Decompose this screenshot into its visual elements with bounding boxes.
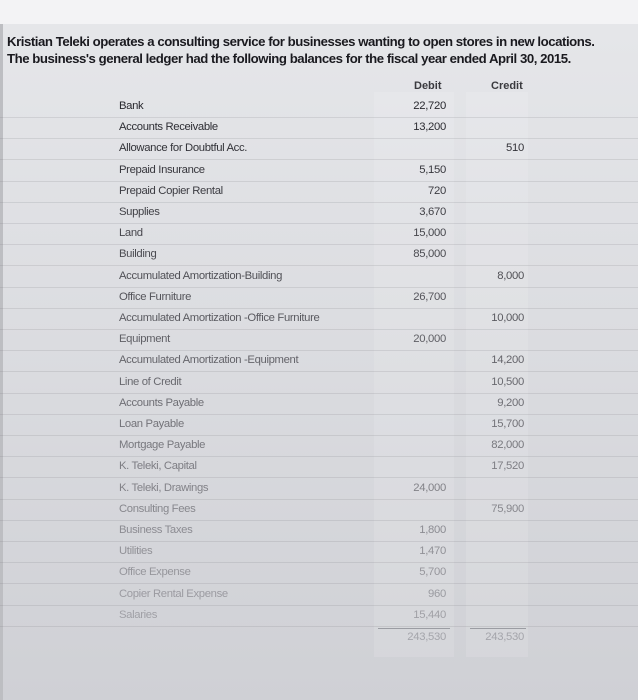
account-name: Accounts Receivable: [119, 121, 218, 134]
ledger-row: [0, 500, 638, 521]
ledger-row: [0, 585, 638, 606]
account-name: Office Expense: [119, 566, 191, 579]
photo-top-border: [0, 0, 638, 24]
account-name: Building: [119, 248, 157, 261]
debit-amount: 85,000: [413, 248, 446, 261]
debit-amount: 1,800: [419, 524, 446, 536]
ledger-row: [0, 245, 638, 266]
ledger-row: [0, 351, 638, 372]
account-name: Equipment: [119, 333, 170, 346]
debit-amount: 5,700: [419, 566, 446, 579]
account-name: Utilities: [119, 545, 153, 558]
credit-amount: 510: [506, 142, 524, 155]
ledger-row: [0, 330, 638, 351]
credit-amount: 17,520: [491, 460, 524, 473]
debit-total-rule: [378, 628, 450, 629]
credit-amount: 10,500: [491, 375, 524, 388]
credit-amount: 82,000: [491, 439, 524, 452]
account-name: Accounts Payable: [119, 396, 204, 409]
debit-amount: 22,720: [413, 100, 446, 112]
problem-statement: [7, 33, 632, 67]
debit-amount: 20,000: [413, 333, 446, 346]
account-name: K. Teleki, Drawings: [119, 481, 209, 494]
ledger-row: [0, 97, 638, 118]
debit-amount: 3,670: [419, 206, 446, 218]
account-name: Land: [119, 227, 143, 240]
account-name: Copier Rental Expense: [119, 587, 228, 600]
account-name: Bank: [119, 100, 144, 112]
total-debit: 243,530: [407, 631, 446, 643]
account-name: Consulting Fees: [119, 502, 196, 515]
credit-amount: 15,700: [491, 418, 524, 430]
debit-column-header: Debit: [414, 80, 442, 92]
ledger-row: [0, 224, 638, 245]
account-name: Accumulated Amortization-Building: [119, 269, 283, 282]
account-name: Salaries: [119, 608, 158, 621]
ledger-row: [0, 182, 638, 203]
ledger-row: [0, 563, 638, 584]
totals-row: [0, 628, 638, 649]
debit-amount: 720: [428, 184, 446, 197]
account-name: Line of Credit: [119, 375, 182, 388]
account-name: Prepaid Insurance: [119, 163, 205, 176]
ledger-row: [0, 118, 638, 139]
account-name: Office Furniture: [119, 290, 192, 303]
account-name: Supplies: [119, 206, 160, 218]
credit-amount: 10,000: [491, 312, 524, 324]
account-name: Loan Payable: [119, 418, 184, 430]
ledger-row: [0, 309, 638, 330]
debit-amount: 960: [428, 587, 446, 600]
ledger-row: [0, 139, 638, 160]
ledger-row: [0, 457, 638, 478]
debit-amount: 5,150: [419, 163, 446, 176]
debit-amount: 1,470: [419, 545, 446, 558]
account-name: Accumulated Amortization -Equipment: [119, 354, 299, 367]
credit-amount: 14,200: [491, 354, 524, 367]
account-name: K. Teleki, Capital: [119, 460, 197, 473]
credit-amount: 9,200: [497, 396, 524, 409]
statement-line-1: Kristian Teleki operates a consulting service for businesses wanting to open stores in new locations.: [7, 34, 595, 49]
ledger-row: [0, 373, 638, 394]
account-name: Business Taxes: [119, 524, 193, 536]
debit-amount: 26,700: [413, 290, 446, 303]
ledger-row: [0, 606, 638, 627]
account-name: Allowance for Doubtful Acc.: [119, 142, 248, 155]
total-credit: 243,530: [485, 631, 524, 643]
debit-amount: 24,000: [413, 481, 446, 494]
ledger-row: [0, 542, 638, 563]
credit-amount: 75,900: [491, 502, 524, 515]
debit-amount: 13,200: [413, 121, 446, 134]
account-name: Prepaid Copier Rental: [119, 184, 223, 197]
ledger-row: [0, 436, 638, 457]
ledger-row: [0, 521, 638, 542]
row-divider: [0, 626, 638, 627]
statement-line-2: The business's general ledger had the following balances for the fiscal year ended April 30, 2015.: [7, 51, 571, 66]
ledger-row: [0, 415, 638, 436]
account-name: Accumulated Amortization -Office Furniture: [119, 312, 320, 324]
debit-amount: 15,000: [413, 227, 446, 240]
debit-amount: 15,440: [413, 608, 446, 621]
credit-total-rule: [470, 628, 526, 629]
account-name: Mortgage Payable: [119, 439, 206, 452]
ledger-row: [0, 479, 638, 500]
ledger-row: [0, 161, 638, 182]
ledger-row: [0, 203, 638, 224]
ledger-row: [0, 288, 638, 309]
ledger-row: [0, 267, 638, 288]
credit-amount: 8,000: [497, 269, 524, 282]
ledger-row: [0, 394, 638, 415]
credit-column-header: Credit: [491, 80, 523, 92]
